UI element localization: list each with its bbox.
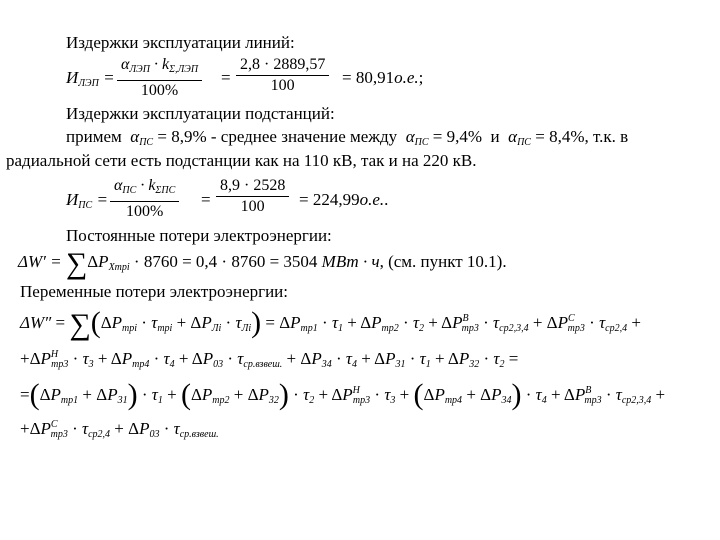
var-losses-line-1: $\Delta W'' = \sum(\Delta P_{трi} \cdot \tau_{трi} + \Delta P_{Лi} \cdot \tau_{Лi}) = \Delta P_{тр1} \cdot \tau_1 + \Delta P_{тр2} \cdot \tau_2 + \Delta P^B_{тр3} \cdot \tau_{ср2,3,4} + \Delta P^C_{тр3} \cdot \tau_{ср2,4}$ + <box>20 306 641 341</box>
line-costs-lhs: $И_{ЛЭП}$ = <box>66 68 115 89</box>
const-losses-formula: $\Delta W' = \sum\Delta P_{Xтрi} \cdot 8760 = 0,4 \cdot 8760 = 3504$ МВт · ч, (см. пункт 10.1). <box>18 247 507 280</box>
heading-const-losses: Постоянные потери электроэнергии: <box>66 226 332 245</box>
accept-line: примем $\alpha_{ПС} = 8,9\%$ - среднее значение между $\alpha_{ПС} = 9,4\%$ и $\alpha_{ПС} = 8,4\%$, т.к. в <box>66 127 629 148</box>
heading-line-costs: Издержки эксплуатации линий: <box>66 33 295 52</box>
line-costs-fraction-2: 2,8 · 2889,57 100 <box>236 56 329 95</box>
substation-costs-fraction-2: 8,9 · 2528 100 <box>216 177 289 216</box>
accept-line-continuation: радиальной сети есть подстанции как на 110 кВ, так и на 220 кВ. <box>6 151 477 170</box>
substation-costs-fraction-1: $\alpha_{ПС} \cdot k_{\Sigma ПС}$ 100% <box>110 177 179 221</box>
line-costs-fraction-1: $\alpha_{ЛЭП} \cdot k_{\Sigma,ЛЭП}$ 100% <box>117 56 202 100</box>
heading-var-losses: Переменные потери электроэнергии: <box>20 282 289 301</box>
var-losses-line-4: $+\Delta P^C_{тр3} \cdot \tau_{ср2,4} + \Delta P_{03} \cdot \tau_{ср.взвеш.}$ <box>20 419 219 440</box>
substation-costs-result: = 224,99о.е.. <box>299 190 389 209</box>
heading-substation-costs: Издержки эксплуатации подстанций: <box>66 104 335 123</box>
substation-costs-lhs: $И_{ПС}$ = <box>66 190 108 211</box>
line-costs-result: = 80,91о.е.; <box>342 68 424 87</box>
var-losses-line-2: $+\Delta P^H_{тр3} \cdot \tau_3 + \Delta P_{тр4} \cdot \tau_4 + \Delta P_{03} \cdot \tau_{ср.взвеш.} + \Delta P_{34} \cdot \tau_4 + \Delta P_{31} \cdot \tau_1 + \Delta P_{32} \cdot \tau_2$ = <box>20 349 519 370</box>
var-losses-line-3: $=(\Delta P_{тр1} + \Delta P_{31}) \cdot \tau_1 + (\Delta P_{тр2} + \Delta P_{32}) \cdot \tau_2 + \Delta P^H_{тр3} \cdot \tau_3 + (\Delta P_{тр4} + \Delta P_{34}) \cdot \tau_4 + \Delta P^B_{тр3} \cdot \tau_{ср2,3,4}$ + <box>20 378 666 411</box>
equals-sign: = <box>221 68 231 87</box>
equals-sign: = <box>201 190 211 209</box>
